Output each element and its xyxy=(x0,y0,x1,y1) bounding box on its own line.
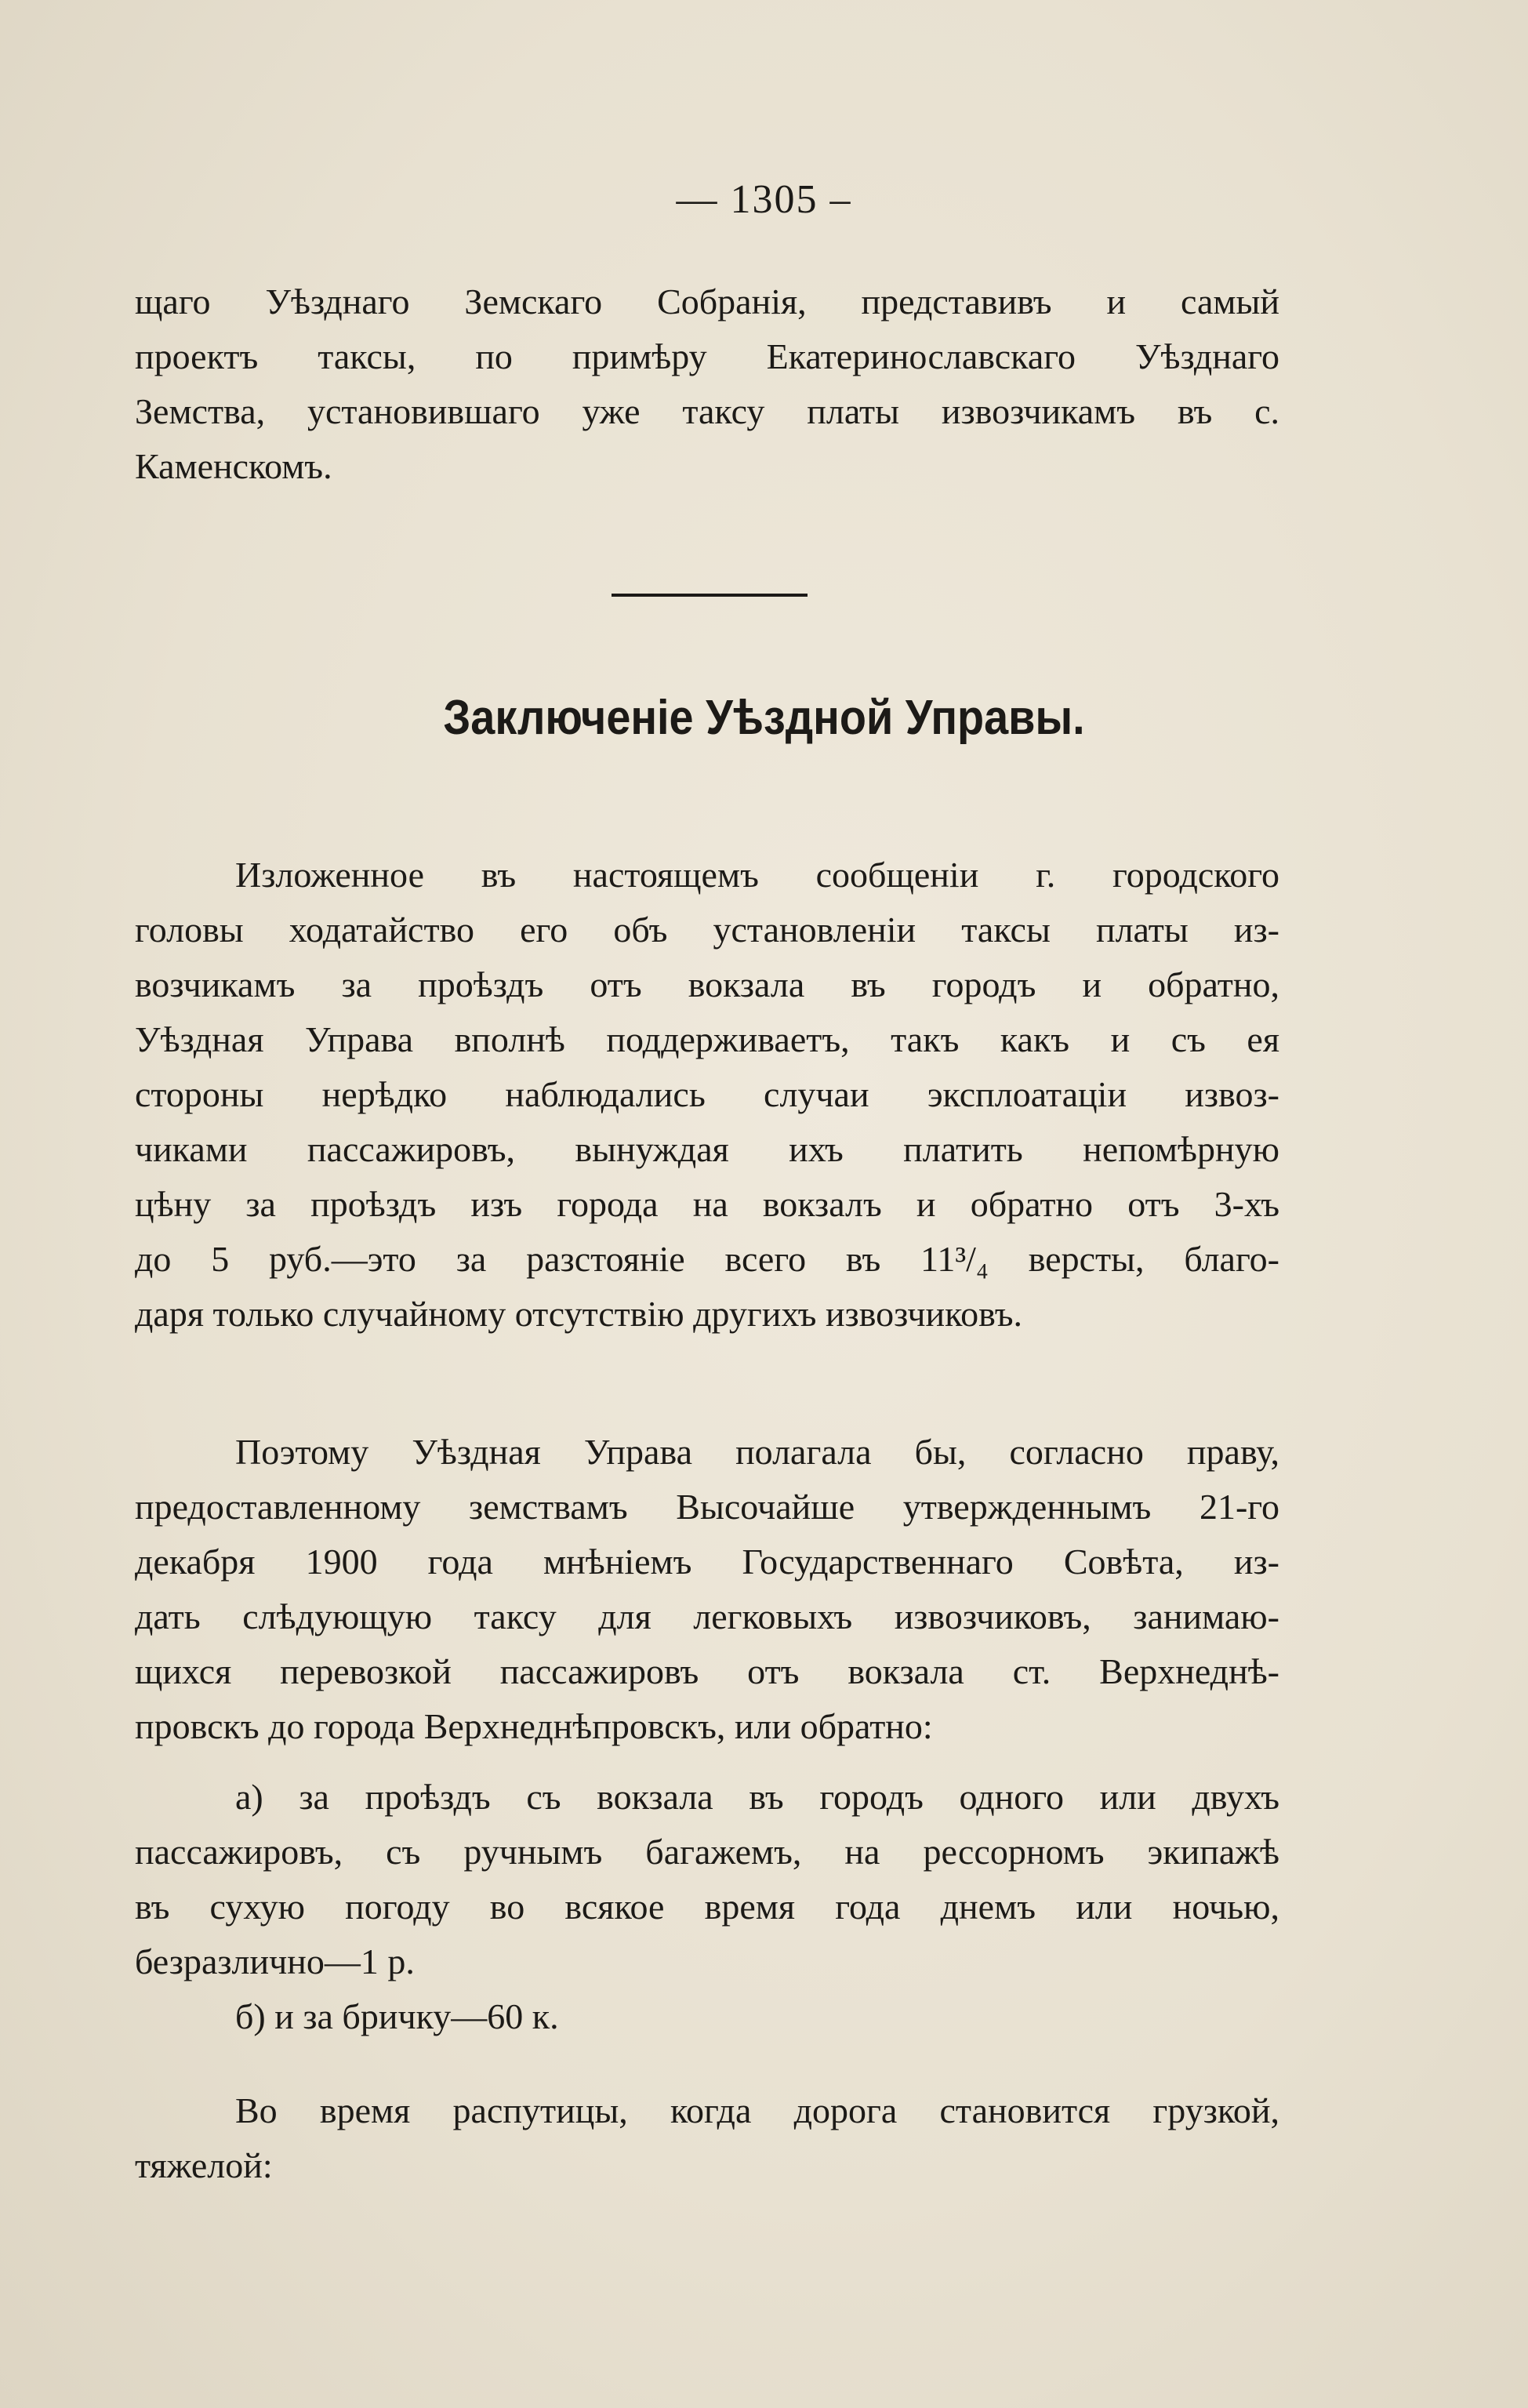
text-line: Во время распутицы, когда дорога становится грузкой, xyxy=(235,2090,1279,2130)
text-line: Поэтому Уѣздная Управа полагала бы, согласно праву, xyxy=(235,1432,1279,1472)
text-line: декабря 1900 года мнѣніемъ Государственнаго Совѣта, из- xyxy=(135,1542,1279,1582)
text-line: проектъ таксы, по примѣру Екатеринославскаго Уѣзднаго xyxy=(135,336,1279,376)
text-line: дать слѣдующую таксу для легковыхъ извозчиковъ, занимаю- xyxy=(135,1596,1279,1636)
text-line: Земства, установившаго уже таксу платы извозчикамъ въ с. xyxy=(135,391,1279,431)
tariff-item-a-line: въ сухую погоду во всякое время года днемъ или ночью, xyxy=(135,1887,1279,1927)
text-line: щаго Уѣзднаго Земскаго Собранія, представивъ и самый xyxy=(135,281,1279,321)
text-line: предоставленному земствамъ Высочайше утвержденнымъ 21-го xyxy=(135,1487,1279,1527)
tariff-items xyxy=(135,1770,1279,2044)
text-line: щихся перевозкой пассажировъ отъ вокзала ст. Верхнеднѣ- xyxy=(135,1651,1279,1691)
section-heading: Заключеніе Уѣздной Управы. xyxy=(443,691,1085,745)
text-line: даря только случайному отсутствію другихъ извозчиковъ. xyxy=(135,1294,1023,1334)
text-line: цѣну за проѣздъ изъ города на вокзалъ и обратно отъ 3-хъ xyxy=(135,1184,1279,1224)
paragraph-tariff-proposal xyxy=(135,1425,1279,1754)
text-line: стороны нерѣдко наблюдались случаи эксплоатаціи извоз- xyxy=(135,1074,1279,1114)
text-line: Изложенное въ настоящемъ сообщеніи г. городского xyxy=(235,855,1279,895)
text-line: до 5 руб.—это за разстояніе всего въ 11³/₄ версты, благо- xyxy=(135,1239,1279,1279)
intro-paragraph xyxy=(135,274,1279,494)
paragraph-conclusion xyxy=(135,848,1279,1342)
tariff-item-a-line: а) за проѣздъ съ вокзала въ городъ одного или двухъ xyxy=(235,1777,1279,1817)
text-line: Каменскомъ. xyxy=(135,446,332,486)
text-line: Уѣздная Управа вполнѣ поддерживаетъ, такъ какъ и съ ея xyxy=(135,1019,1279,1059)
text-line: провскъ до города Верхнеднѣпровскъ, или обратно: xyxy=(135,1706,933,1746)
text-line: тяжелой: xyxy=(135,2145,273,2185)
paragraph-bad-roads xyxy=(135,2083,1279,2193)
text-line: головы ходатайство его объ установленіи таксы платы из- xyxy=(135,910,1279,950)
section-divider xyxy=(612,594,808,597)
text-line: чиками пассажировъ, вынуждая ихъ платить непомѣрную xyxy=(135,1129,1279,1169)
page-number: — 1305 – xyxy=(676,177,852,222)
tariff-item-a-line: пассажировъ, съ ручнымъ багажемъ, на рессорномъ экипажѣ xyxy=(135,1832,1279,1872)
text-line: возчикамъ за проѣздъ отъ вокзала въ городъ и обратно, xyxy=(135,964,1279,1004)
tariff-item-a-line: безразлично—1 р. xyxy=(135,1941,415,1981)
tariff-item-b: б) и за бричку—60 к. xyxy=(235,1996,559,2036)
